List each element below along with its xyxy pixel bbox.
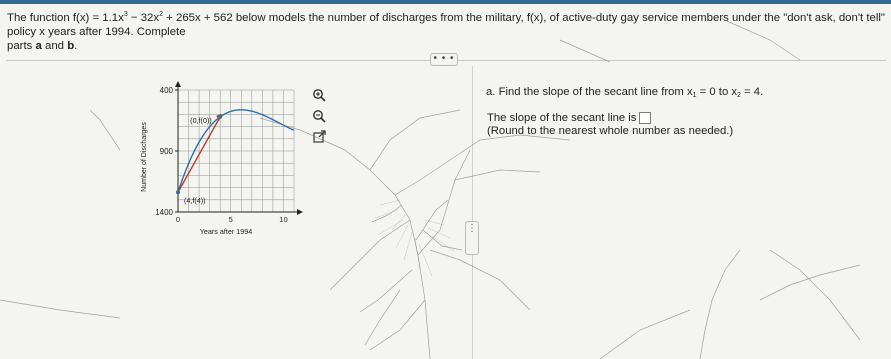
chart-axes bbox=[175, 81, 303, 215]
external-link-icon[interactable] bbox=[312, 129, 327, 144]
chart-svg bbox=[134, 80, 304, 235]
answer-input[interactable] bbox=[639, 112, 651, 124]
point-label: (0,f(0)) bbox=[190, 115, 212, 125]
question-part-a: a. Find the slope of the secant line from $x_1 = 0$ to $x_2 = 4$. bbox=[486, 86, 764, 99]
function-expression: $f(x) = 1.1x^3 - 32x^2 + 265x + 562$ bbox=[72, 11, 233, 24]
more-button[interactable]: • • • bbox=[430, 53, 458, 66]
curve-point bbox=[218, 115, 222, 119]
y-tick-label: 900 bbox=[159, 147, 173, 156]
x-axis-label: Years after 1994 bbox=[199, 227, 253, 235]
answer-prompt: The slope of the secant line is bbox=[487, 112, 637, 124]
y-axis-label: Number of Discharges bbox=[141, 122, 148, 192]
y-tick-label: 400 bbox=[159, 86, 173, 95]
chart-labels bbox=[141, 86, 288, 235]
curve-point bbox=[176, 190, 180, 194]
rounding-note: (Round to the nearest whole number as needed.) bbox=[487, 125, 734, 137]
top-bar bbox=[0, 0, 891, 4]
y-axis-arrow bbox=[175, 81, 181, 87]
problem-statement: The function $f(x) = 1.1x^3 - 32x^2 + 265x + 562$ below models the number of discharges from the military, f(x), of active-duty gay service members under the "don't ask, don't tell" policy x years after 1994. Complete parts a and b. bbox=[7, 11, 885, 52]
graph-panel bbox=[134, 80, 304, 240]
chart-grid bbox=[178, 90, 294, 212]
panel-divider bbox=[472, 66, 473, 359]
y-tick-label: 1400 bbox=[155, 208, 173, 217]
panel-splitter-handle[interactable]: ⋮ bbox=[465, 221, 479, 255]
problem-description: below models the number of discharges from the military, f(x), of active-duty gay service members under the "don't ask, don't tell" policy x years after 1994. Complete bbox=[7, 12, 885, 38]
zoom-in-icon[interactable] bbox=[311, 87, 326, 102]
zoom-out-icon[interactable] bbox=[311, 108, 326, 123]
x-tick-label: 5 bbox=[228, 215, 233, 224]
point-label: (4,f(4)) bbox=[184, 196, 206, 206]
problem-lead: The function bbox=[7, 12, 70, 24]
x-tick-label: 0 bbox=[175, 215, 181, 224]
x-tick-label: 10 bbox=[279, 215, 288, 224]
answer-line bbox=[487, 112, 651, 124]
x-axis-arrow bbox=[297, 209, 303, 215]
